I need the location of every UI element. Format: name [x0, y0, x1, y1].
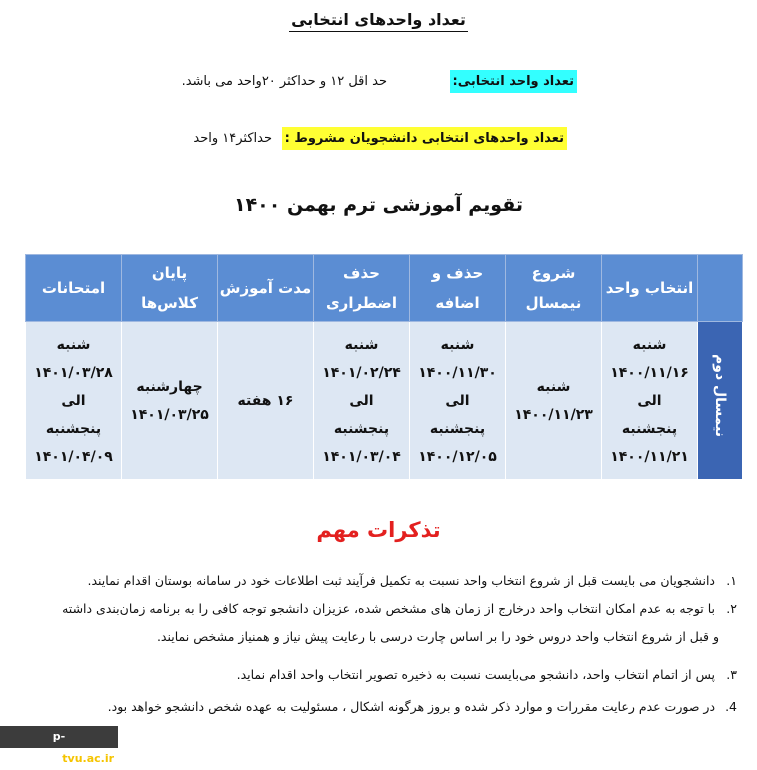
note-item-continuation: [0, 628, 719, 646]
document-title: [0, 10, 757, 29]
cell-line: شنبه: [344, 336, 379, 353]
cell-classes-end: [122, 322, 218, 480]
cell-line: پنجشنبه: [429, 420, 486, 437]
conditional-units-value: حداکثر۱۴ واحد: [193, 131, 272, 146]
header-emergency-drop: حذف اضطراری: [314, 255, 410, 322]
cell-line: پنجشنبه: [45, 420, 102, 437]
cell-line: ۱۴۰۱/۰۳/۲۵: [130, 406, 209, 423]
cell-line: ۱۴۰۰/۱۱/۳۰: [418, 364, 497, 381]
note-number: ۲.: [726, 601, 737, 616]
cell-line: الی: [349, 392, 374, 409]
header-semester-start: شروع نیمسال: [506, 255, 602, 322]
cell-line: پنجشنبه: [621, 420, 678, 437]
header-add-drop: حذف و اضافه: [410, 255, 506, 322]
cell-line: ۱۴۰۰/۱۱/۲۱: [610, 448, 689, 465]
cell-line: شنبه: [56, 336, 91, 353]
cell-add-drop: [410, 322, 506, 480]
header-duration: مدت آموزش: [218, 255, 314, 322]
note-item: [17, 600, 737, 618]
conditional-units-highlight: تعداد واحدهای انتخابی دانشجویان مشروط :: [282, 127, 567, 150]
document-title-text: تعداد واحدهای انتخابی: [289, 10, 468, 32]
min-units-value: حد اقل ۱۲ و حداکثر ۲۰واحد می باشد.: [181, 74, 387, 89]
calendar-title: تقویم آموزشی ترم بهمن ۱۴۰۰: [233, 194, 524, 216]
cell-line: ۱۴۰۱/۰۲/۲۴: [322, 364, 401, 381]
note-text: دانشجویان می بایست قبل از شروع انتخاب واحد نسبت به تکمیل فرآیند ثبت اطلاعات خود در سامانه بوستان اقدام نمایند.: [87, 573, 716, 588]
note-text: پس از اتمام انتخاب واحد، دانشجو می‌بایست نسبت به ذخیره تصویر انتخاب واحد اقدام نماید.: [236, 667, 716, 682]
note-text: با توجه به عدم امکان انتخاب واحد درخارج از زمان های مشخص شده، عزیزان دانشجو توجه کافی را به برنامه زمان‌بندی داشته: [62, 601, 716, 616]
calendar-corner-cell: [698, 255, 743, 322]
cell-duration: [218, 322, 314, 480]
calendar-row-second-semester: [26, 322, 743, 480]
cell-line: شنبه: [632, 336, 667, 353]
note-item: [17, 666, 737, 684]
header-unit-selection: انتخاب واحد: [602, 255, 698, 322]
note-item: [17, 698, 737, 716]
notes-title: تذکرات مهم: [316, 518, 441, 542]
note-text: و قبل از شروع انتخاب واحد دروس خود را بر اساس چارت درسی با رعایت پیش نیاز و همنیاز مشخص نمایند.: [156, 629, 719, 644]
calendar-header-row: [26, 255, 743, 322]
cell-line: ۱۴۰۰/۱۲/۰۵: [418, 448, 497, 465]
note-item: [17, 572, 737, 590]
cell-semester-start: [506, 322, 602, 480]
semester-label-cell: [698, 322, 743, 480]
cell-emergency-drop: [314, 322, 410, 480]
cell-unit-selection: [602, 322, 698, 480]
note-number: ۱.: [726, 573, 737, 588]
cell-line: ۱۴۰۰/۱۱/۱۶: [610, 364, 689, 381]
cell-exams: [26, 322, 122, 480]
note-number: ۳.: [726, 667, 737, 682]
min-units-label: [450, 70, 577, 89]
min-units-highlight: تعداد واحد انتخابی:: [450, 70, 577, 93]
academic-calendar-table: [25, 254, 743, 480]
cell-line: الی: [61, 392, 86, 409]
cell-line: ۱۴۰۱/۰۳/۰۴: [322, 448, 401, 465]
header-classes-end: پایان کلاس‌ها: [122, 255, 218, 322]
website-prefix: p-sabzevar.: [3, 730, 66, 765]
cell-line: شنبه: [440, 336, 475, 353]
cell-line: ۱۴۰۱/۰۴/۰۹: [34, 448, 113, 465]
cell-line: چهارشنبه: [136, 378, 203, 395]
header-exams: امتحانات: [26, 255, 122, 322]
cell-line: شنبه: [536, 378, 571, 395]
cell-line: الی: [637, 392, 662, 409]
note-number: 4.: [725, 699, 737, 714]
website-domain: tvu.ac.ir: [62, 752, 115, 765]
cell-line: ۱۴۰۰/۱۱/۲۳: [514, 406, 593, 423]
cell-line: ۱۴۰۱/۰۳/۲۸: [34, 364, 113, 381]
conditional-units-label: [282, 127, 567, 146]
semester-label: نیمسال دوم: [712, 353, 728, 438]
cell-line: ۱۶ هفته: [237, 392, 294, 409]
cell-line: پنجشنبه: [333, 420, 390, 437]
website-banner[interactable]: [0, 726, 118, 765]
cell-line: الی: [445, 392, 470, 409]
note-text: در صورت عدم رعایت مقررات و موارد ذکر شده و بروز هرگونه اشکال ، مسئولیت به عهده شخص دانشجو خواهد بود.: [107, 699, 716, 714]
